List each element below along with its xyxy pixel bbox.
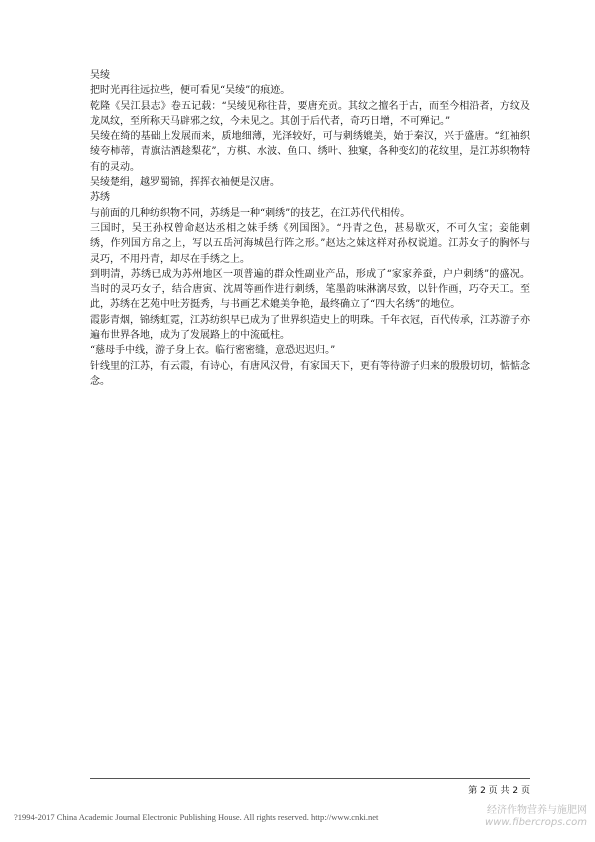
page-number: 第 2 页 共 2 页 bbox=[468, 786, 530, 796]
watermark bbox=[457, 805, 587, 829]
paragraph: 与前面的几种纺织物不同，苏绣是一种“刺绣”的技艺，在江苏代代相传。 bbox=[90, 207, 411, 219]
watermark-url: www.fibercrops.com bbox=[485, 817, 587, 828]
footer-divider bbox=[90, 778, 530, 779]
watermark-chinese: 经济作物营养与施肥网 bbox=[487, 805, 587, 816]
copyright-notice: ?1994-2017 China Academic Journal Electronic Publishing House. All rights reserved. http://www.cnki.net bbox=[14, 812, 379, 822]
paragraph: 吴绫楚绢，越罗蜀锦，挥挥衣袖便是汉唐。 bbox=[90, 177, 280, 189]
section-heading-suxiu: 苏绣 bbox=[90, 192, 110, 204]
poem-quote: “慈母手中线，游子身上衣。临行密密缝，意恐迟迟归。” bbox=[90, 345, 336, 357]
paragraph: 针线里的江苏，有云霞，有诗心，有唐风汉骨，有家国天下，更有等待游子归来的殷殷切切，惦惦念念。 bbox=[90, 360, 530, 387]
article-body bbox=[90, 68, 530, 389]
paragraph: 乾隆《吴江县志》卷五记载：“吴绫见称往昔，要唐充贡。其纹之擅名于古，而至今相沿者，方纹及龙凤纹，至所称天马辟邪之纹，今未见之。其创于后代者，奇巧日增，不可殚记。” bbox=[90, 100, 530, 127]
paragraph: 霞影青烟，锦绣虹霓，江苏纺织早已成为了世界织造史上的明珠。千年衣冠，百代传承，江苏游子亦遍布世界各地，成为了发展路上的中流砥柱。 bbox=[90, 314, 530, 342]
section-heading-wuling: 吴绫 bbox=[90, 70, 110, 81]
paragraph: 吴绫在绮的基础上发展而来，质地细薄，光泽较好，可与刺绣媲美，始于秦汉，兴于盛唐。“红袖织绫夸柿蒂，青旗沽酒趁梨花”，方棋、水波、鱼口、绣叶、独窠，各种变幻的花纹里，是江苏织物特有的灵动。 bbox=[90, 131, 530, 173]
paragraph: 三国时，吴王孙权曾命赵达丞相之妹手绣《列国图》。“丹青之色，甚易歇灭，不可久宝；妾能刺绣，作列国方帛之上，写以五岳河海城邑行阵之形。”赵达之妹这样对孙权说道。江苏女子的胸怀与灵巧，不用丹青，却尽在手绣之上。 bbox=[90, 222, 530, 265]
paragraph: 把时光再往远拉些，便可看见“吴绫”的痕迹。 bbox=[90, 85, 291, 97]
paragraph: 到明清，苏绣已成为苏州地区一项普遍的群众性副业产品，形成了“家家养蚕，户户刺绣”的盛况。当时的灵巧女子，结合唐寅、沈周等画作进行刺绣，笔墨韵味淋漓尽致，以针作画，巧夺天工。至此，苏绣在艺苑中吐芳挺秀，与书画艺术媲美争艳，最终确立了“四大名绣”的地位。 bbox=[90, 268, 530, 311]
